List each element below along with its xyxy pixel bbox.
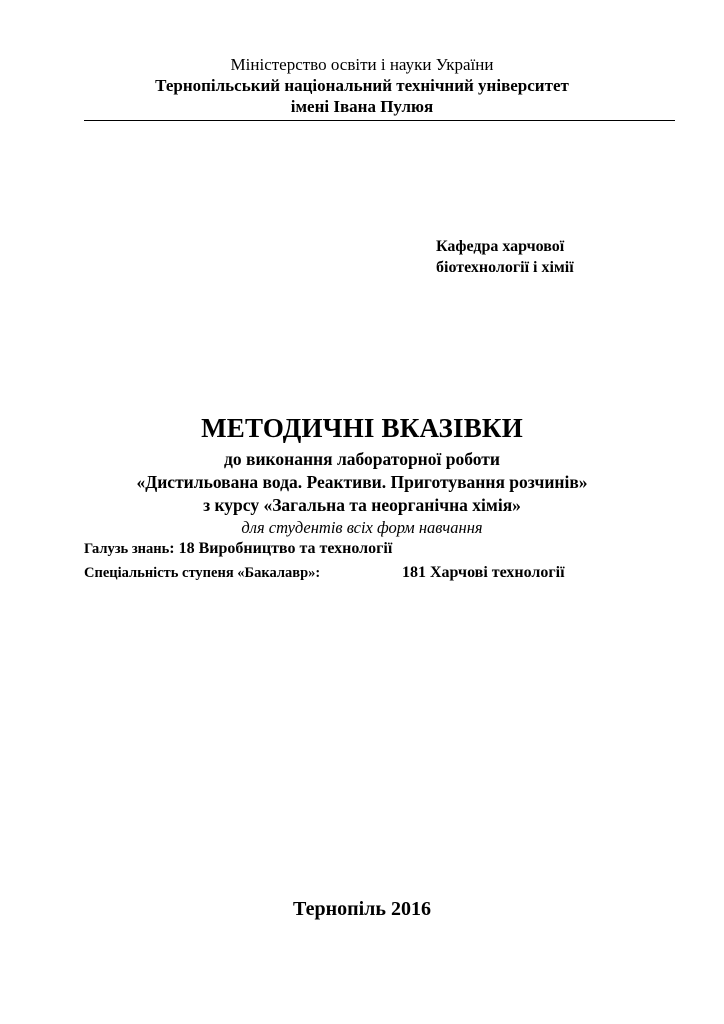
subtitle-lab-topic: «Дистильована вода. Реактиви. Приготування розчинів»	[136, 472, 588, 492]
field-of-knowledge	[84, 540, 392, 558]
field-of-knowledge-value: : 18 Виробництво та технології	[169, 540, 393, 557]
subtitle-audience: для студентів всіх форм навчання	[241, 518, 483, 537]
subtitle-course: з курсу «Загальна та неорганічна хімія»	[203, 495, 521, 515]
university-name: Тернопільський національний технічний університет	[155, 76, 569, 95]
specialty	[84, 564, 565, 582]
department-line-2: біотехнології і хімії	[436, 259, 574, 276]
specialty-label: Спеціальність ступеня «Бакалавр»:	[84, 565, 321, 581]
subtitle-purpose: до виконання лабораторної роботи	[224, 449, 500, 469]
department-line-1: Кафедра харчової	[436, 238, 565, 255]
ministry-name: Міністерство освіти і науки України	[230, 55, 494, 74]
city-year: Тернопіль 2016	[293, 898, 431, 920]
university-named-after: імені Івана Пулюя	[290, 97, 434, 116]
field-of-knowledge-label: Галузь знань	[84, 541, 170, 557]
specialty-value: 181 Харчові технології	[402, 564, 565, 581]
document-title: МЕТОДИЧНІ ВКАЗІВКИ	[201, 413, 523, 443]
header-divider	[84, 120, 675, 121]
